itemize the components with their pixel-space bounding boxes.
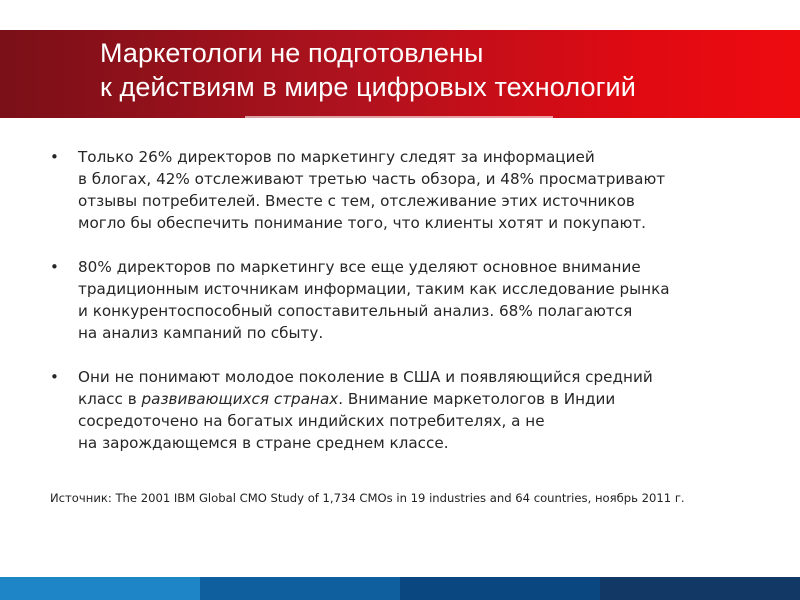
footer-segment-2 (200, 577, 400, 600)
bullet-2-line-3: и конкурентоспособный сопоставительный анализ. 68% полагаются (78, 302, 633, 320)
bullet-1-line-3: отзывы потребителей. Вместе с тем, отслеживание этих источников (78, 192, 635, 210)
bullet-3-line-1: Они не понимают молодое поколение в США и появляющийся средний (78, 368, 653, 386)
bullet-2-line-1: 80% директоров по маркетингу все еще уделяют основное внимание (78, 258, 641, 276)
bullet-marker: • (50, 148, 59, 166)
bullet-item-2 (50, 256, 770, 344)
source-citation: Источник: The 2001 IBM Global CMO Study of 1,734 CMOs in 19 industries and 64 countries, ноябрь 2011 г. (50, 491, 685, 505)
bullet-3-line-2-before: класс в (78, 390, 142, 408)
bullet-3-line-2-after: . Внимание маркетологов в Индии (338, 390, 616, 408)
slide-title-line-2: к действиям в мире цифровых технологий (100, 72, 636, 102)
slide-title (100, 36, 636, 104)
bullet-item-1 (50, 146, 770, 234)
bullet-1-line-1: Только 26% директоров по маркетингу следят за информацией (78, 148, 595, 166)
footer-segment-1 (0, 577, 200, 600)
footer-segment-3 (400, 577, 600, 600)
bullet-text-2 (78, 256, 770, 344)
bullet-2-line-2: традиционным источникам информации, таким как исследование рынка (78, 280, 670, 298)
emphasis-developing-countries: развивающихся странах (141, 390, 339, 408)
bullet-marker: • (50, 368, 59, 386)
bullet-3-line-2 (78, 388, 770, 410)
bullet-3-line-4: на зарождающемся в стране среднем классе. (78, 434, 449, 452)
bullet-text-3 (78, 366, 770, 454)
bullet-item-3 (50, 366, 770, 454)
footer-color-bar (0, 577, 800, 600)
bullet-1-line-4: могло бы обеспечить понимание того, что клиенты хотят и покупают. (78, 214, 647, 232)
bullet-text-1 (78, 146, 770, 234)
slide-title-line-1: Маркетологи не подготовлены (100, 38, 484, 68)
bullet-2-line-4: на анализ кампаний по сбыту. (78, 324, 324, 342)
title-underline (245, 116, 553, 118)
bullet-1-line-2: в блогах, 42% отслеживают третью часть обзора, и 48% просматривают (78, 170, 666, 188)
footer-segment-4 (600, 577, 800, 600)
bullet-3-line-3: сосредоточено на богатых индийских потребителях, а не (78, 412, 545, 430)
bullet-list (50, 146, 770, 476)
bullet-marker: • (50, 258, 59, 276)
